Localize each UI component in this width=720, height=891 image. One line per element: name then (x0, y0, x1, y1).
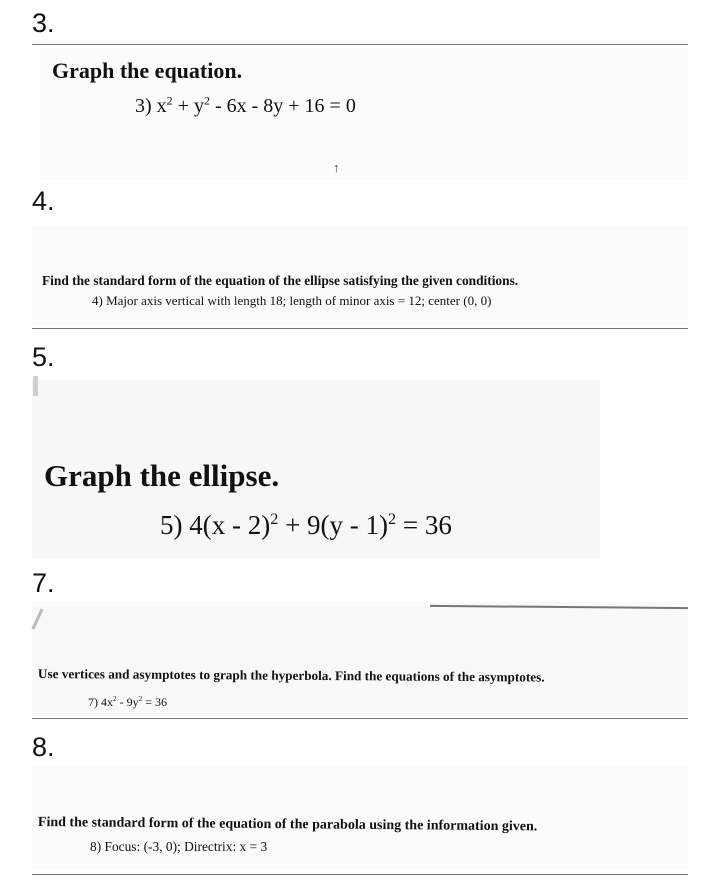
problem-text: Focus: (-3, 0); Directrix: x = 3 (104, 839, 268, 854)
problem-label: 8) (90, 839, 102, 854)
scan-edge-mark (33, 376, 38, 396)
equation: $4x^2 - 9y^2 = 36$ (101, 695, 167, 709)
problem-text: Major axis vertical with length 18; length of minor axis = 12; center (0, 0) (106, 293, 492, 308)
problem-3 (135, 95, 356, 118)
problem-label: 7) (88, 695, 98, 709)
item-number-4: 4. (32, 186, 55, 216)
problem-4 (92, 293, 491, 309)
item-number-7: 7. (32, 568, 55, 598)
instruction-5: Graph the ellipse. (44, 458, 280, 493)
instruction-3: Graph the equation. (52, 58, 243, 83)
problem-7 (88, 695, 167, 710)
problem-5 (160, 510, 452, 541)
divider (32, 874, 688, 875)
equation: 4(x - 2)$^2$ + 9(y - 1)$^2$ = 36 (189, 510, 452, 540)
divider (32, 328, 688, 329)
problem-label: 5) (160, 510, 183, 540)
problem-8 (90, 839, 267, 855)
arrow-up-icon: ↑ (333, 160, 340, 175)
divider (32, 44, 688, 45)
item-number-5: 5. (32, 342, 55, 372)
problem-label: 3) (135, 95, 152, 117)
equation: $x^2 + y^2 - 6x - 8y + 16 = 0$ (156, 93, 356, 117)
item-number-3: 3. (32, 8, 55, 38)
instruction-8: Find the standard form of the equation of the parabola using the information given. (37, 815, 538, 835)
divider (32, 718, 688, 719)
instruction-4: Find the standard form of the equation of the ellipse satisfying the given conditions. (42, 273, 519, 288)
item-number-8: 8. (32, 732, 55, 762)
problem-label: 4) (92, 293, 103, 308)
instruction-7: Use vertices and asymptotes to graph the hyperbola. Find the equations of the asymptotes. (37, 666, 545, 685)
